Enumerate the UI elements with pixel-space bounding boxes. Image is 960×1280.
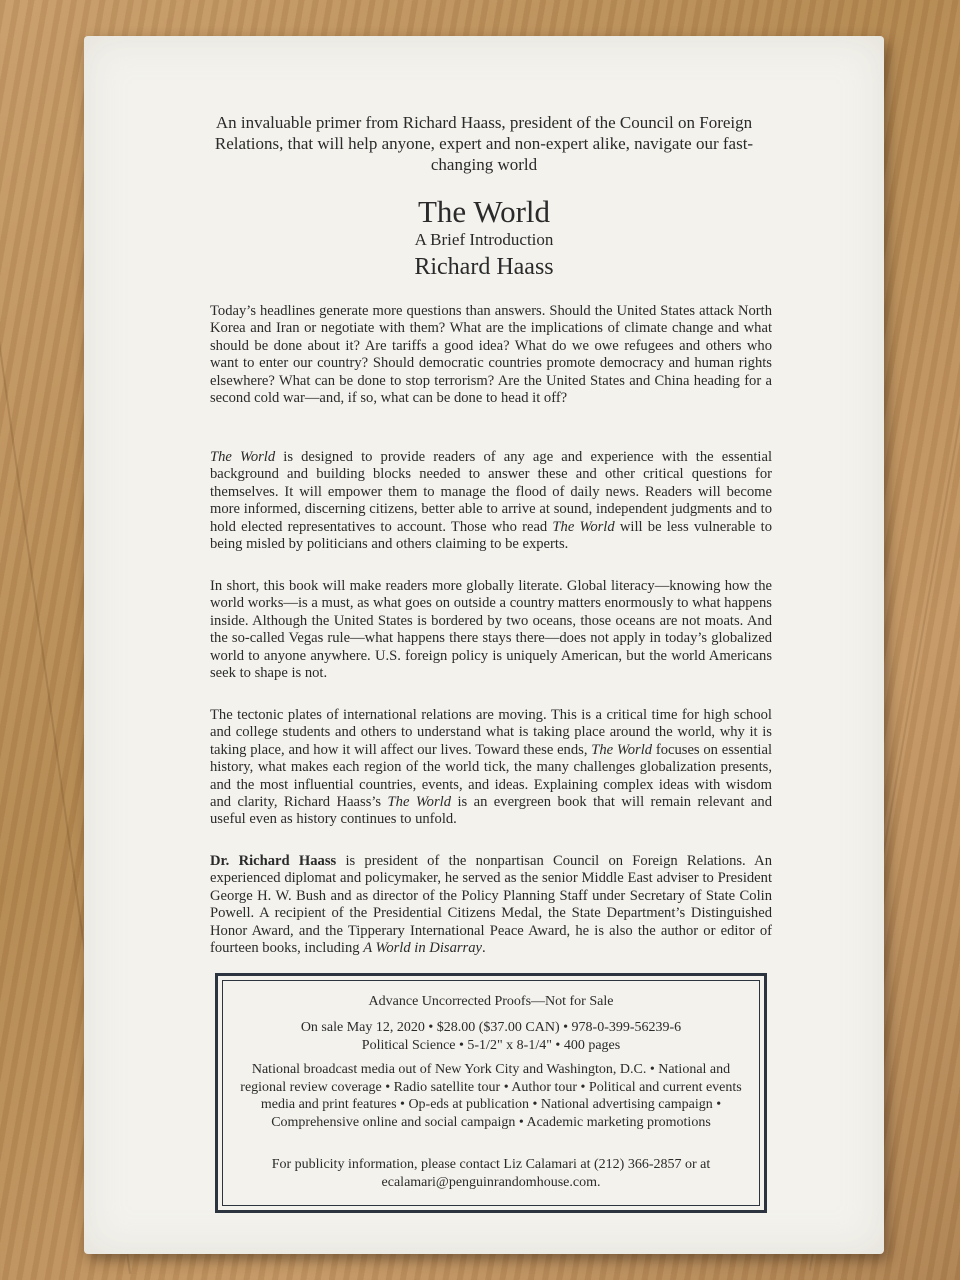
bio-author-name: Dr. Richard Haass bbox=[210, 853, 337, 869]
book-specs: Political Science • 5-1/2" x 8-1/4" • 400 pages bbox=[361, 1038, 621, 1053]
paragraph-text: will be less vulnerable to being misled by politicians and others claiming to be experts. bbox=[210, 518, 772, 553]
description-paragraph-3: In short, this book will make readers more globally literate. Global literacy—knowing how the world works—is a must, as what goes on outside a country matters enormously to what happens inside. Although the United States is bordered by two oceans, those oceans are not moats. And the so-called Vegas rule—what happens there stays there—does not apply in today’s globalized world to anyone anywhere. U.S. foreign policy is uniquely American, but the world Americans seek to shape is not. bbox=[210, 578, 772, 682]
paragraph-text: is an evergreen book that will remain relevant and useful even as history continues to unfold. bbox=[210, 794, 772, 828]
book-subtitle: A Brief Introduction bbox=[414, 230, 554, 249]
paragraph-text: . bbox=[482, 940, 486, 957]
book-title-italic: The World bbox=[387, 794, 452, 811]
proofs-notice: Advance Uncorrected Proofs—Not for Sale bbox=[368, 994, 614, 1009]
paragraph-text: is president of the nonpartisan Council on Foreign Relations. An experienced diplomat and policymaker, he served as the senior Middle East adviser to President George H. W. Bush and as director of the Policy Planning Staff under Secretary of State Colin Powell. A recipient of the Presidential Citizens Medal, the State Department’s Distinguished Honor Award, and the Tipperary International Peace Award, he is also the author or editor of fourteen books, including bbox=[210, 853, 772, 957]
description-paragraph-2 bbox=[210, 449, 772, 553]
book-title-italic: The World bbox=[591, 741, 653, 758]
publicity-contact: For publicity information, please contact Liz Calamari at (212) 366-2857 or at ecalamari@penguinrandomhouse.com. bbox=[271, 1157, 711, 1190]
sales-info-box bbox=[215, 973, 767, 1213]
description-paragraph-1: Today’s headlines generate more questions than answers. Should the United States attack North Korea and Iran or negotiate with them? What are the implications of climate change and what should be done about it? Are tariffs a good idea? What do we owe refugees and others who want to enter our country? Should democratic countries promote democracy and human rights elsewhere? What can be done to stop terrorism? Are the United States and China heading for a second cold war—and, if so, what can be done to head it off? bbox=[210, 303, 772, 407]
book-back-cover bbox=[84, 36, 884, 1254]
book-title-italic: The World bbox=[552, 518, 615, 535]
book-title-italic: The World bbox=[210, 449, 276, 465]
sale-details: On sale May 12, 2020 • $28.00 ($37.00 CAN) • 978-0-399-56239-6 bbox=[300, 1020, 682, 1035]
book-author: Richard Haass bbox=[414, 254, 554, 280]
other-book-title: A World in Disarray bbox=[363, 940, 483, 957]
author-bio bbox=[210, 853, 772, 957]
marketing-plan: National broadcast media out of New York City and Washington, D.C. • National and regional review coverage • Radio satellite tour • Author tour • Political and current events media and print features • Op-eds at publication • National advertising campaign • Comprehensive online and social campaign • Academic marketing promotions bbox=[240, 1062, 742, 1130]
paragraph-text: is designed to provide readers of any age and experience with the essential background and building blocks needed to answer these and other critical questions for themselves. It will empower them to manage the flood of daily news. Readers will become more informed, discerning citizens, better able to arrive at sound, independent judgments and to hold elected representatives to account. Those who read bbox=[210, 449, 773, 535]
tagline: An invaluable primer from Richard Haass, president of the Council on Foreign Relations, that will help anyone, expert and non-expert alike, navigate our fast-changing world bbox=[214, 113, 754, 174]
book-title: The World bbox=[417, 194, 551, 229]
sales-info-inner-border bbox=[222, 980, 760, 1206]
paragraph-text: The tectonic plates of international relations are moving. This is a critical time for high school and college students and others to understand what is taking place around the world, why it is taking place, and how it will affect our lives. Toward these ends, bbox=[210, 707, 772, 758]
description-paragraph-4 bbox=[210, 707, 772, 829]
paragraph-text: focuses on essential history, what makes each region of the world tick, the many challenges globalization presents, and the most influential countries, events, and ideas. Explaining complex ideas with wisdom and clarity, Richard Haass’s bbox=[210, 741, 772, 811]
